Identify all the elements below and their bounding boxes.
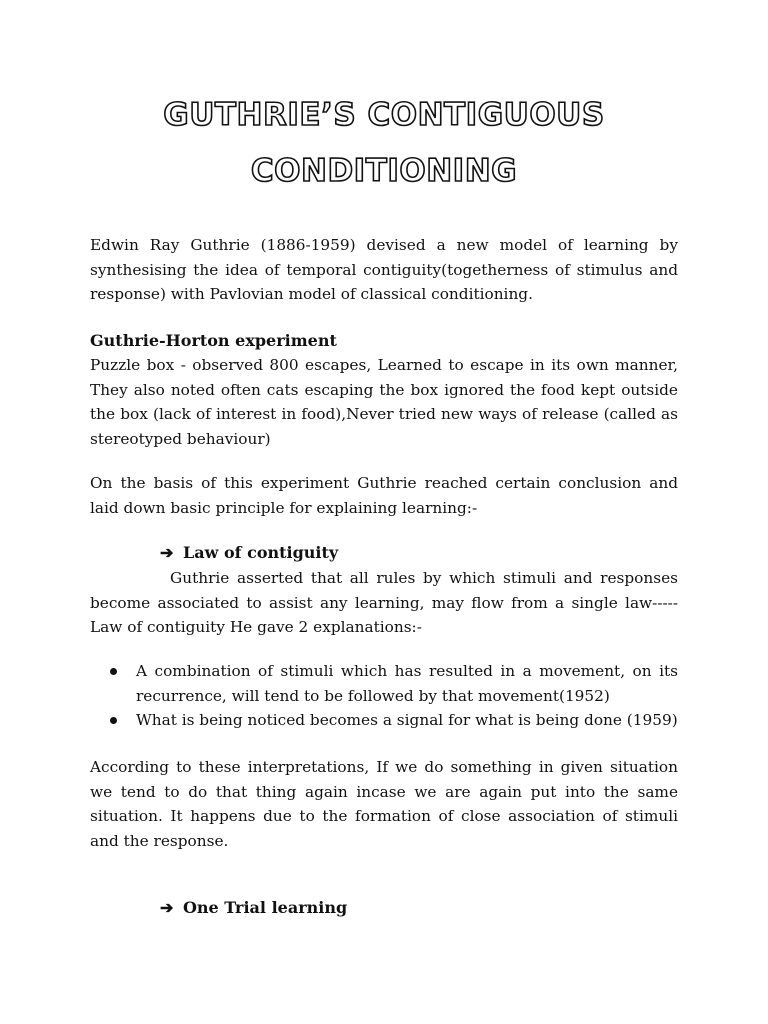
law-paragraph: Guthrie asserted that all rules by which stimuli and responses become associated to assist any learning, may flow from a single law-----Law of contiguity He gave 2 explanations:- bbox=[90, 569, 678, 637]
list-item bbox=[110, 659, 678, 708]
one-trial-learning-label: One Trial learning bbox=[182, 898, 348, 917]
one-trial-learning-heading bbox=[160, 896, 347, 920]
title-line-1: GUTHRIE’S CONTIGUOUS bbox=[163, 97, 605, 133]
list-item-text: What is being noticed becomes a signal for what is being done (1959) bbox=[136, 711, 678, 730]
experiment-heading: Guthrie-Horton experiment bbox=[90, 331, 337, 350]
law-of-contiguity-heading bbox=[160, 541, 338, 565]
conclusion-paragraph: On the basis of this experiment Guthrie reached certain conclusion and laid down basic principle for explaining learning:- bbox=[90, 474, 678, 517]
list-item bbox=[110, 708, 678, 733]
interpretation-paragraph: According to these interpretations, If we do something in given situation we tend to do that thing again incase we are again put into the same situation. It happens due to the formation of close association of stimuli and the response. bbox=[90, 758, 678, 850]
arrow-right-icon: ➔ bbox=[160, 543, 174, 562]
law-of-contiguity-label: Law of contiguity bbox=[182, 543, 339, 562]
bullet-dot-icon bbox=[110, 668, 117, 675]
experiment-paragraph: Puzzle box - observed 800 escapes, Learned to escape in its own manner, They also noted often cats escaping the box ignored the food kept outside the box (lack of interest in food),Never tried new ways of release (called as stereotyped behaviour) bbox=[90, 356, 678, 448]
bullet-dot-icon bbox=[110, 717, 117, 724]
arrow-right-icon: ➔ bbox=[160, 898, 174, 917]
intro-paragraph: Edwin Ray Guthrie (1886-1959) devised a new model of learning by synthesising the idea of temporal contiguity(togetherness of stimulus and response) with Pavlovian model of classical conditioning. bbox=[90, 236, 678, 304]
title-line-2: CONDITIONING bbox=[250, 153, 518, 189]
explanations-list bbox=[110, 659, 678, 733]
list-item-text: A combination of stimuli which has resulted in a movement, on its recurrence, will tend to be followed by that movement(1952) bbox=[136, 662, 678, 705]
